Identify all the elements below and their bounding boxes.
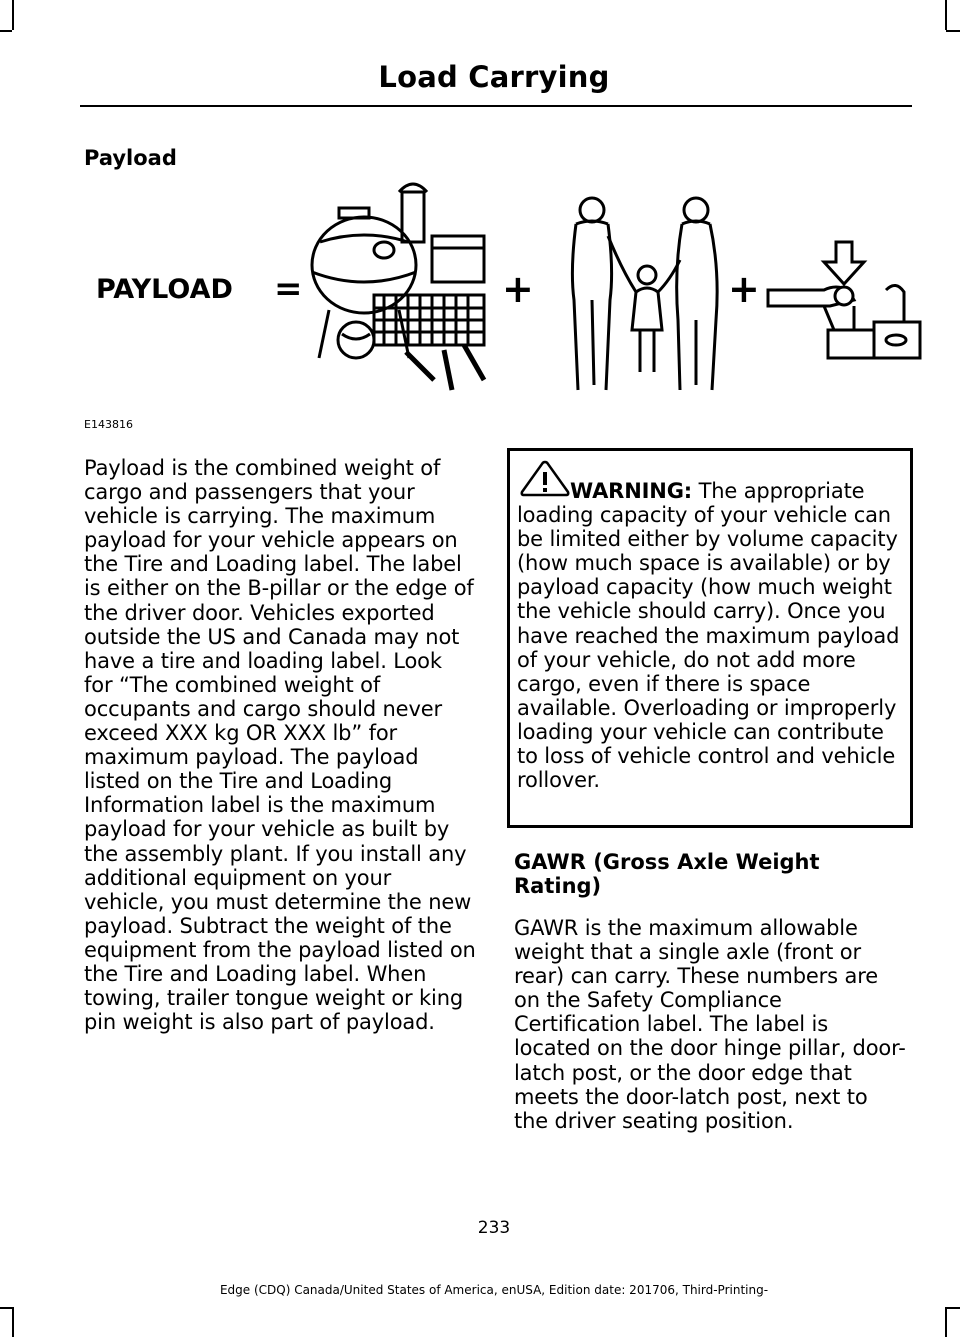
gawr-paragraph: GAWR is the maximum allowable weight that a single axle (front or rear) can carry. These numbers are on the Safety Compliance Certification label. The label is located on the door hinge pillar, door-latch post, or the door edge that meets the door-latch post, next to the driver seating position. bbox=[514, 916, 906, 1133]
passengers-illustration bbox=[572, 198, 717, 390]
plus-sign: + bbox=[728, 267, 760, 311]
crop-mark bbox=[12, 0, 14, 30]
edition-footer: Edge (CDQ) Canada/United States of America, enUSA, Edition date: 201706, Third-Printing- bbox=[219, 1283, 769, 1297]
page-header-title: Load Carrying bbox=[378, 60, 610, 94]
crop-mark bbox=[946, 1307, 960, 1309]
page-number: 233 bbox=[477, 1218, 511, 1238]
warning-text bbox=[517, 479, 909, 792]
gawr-heading: GAWR (Gross Axle Weight Rating) bbox=[514, 850, 820, 898]
trailer-hitch-illustration bbox=[768, 242, 920, 358]
plus-sign: + bbox=[502, 267, 534, 311]
warning-label: WARNING: bbox=[570, 479, 693, 503]
equals-sign: = bbox=[274, 269, 303, 309]
payload-figure bbox=[84, 180, 924, 405]
cargo-items-illustration bbox=[312, 184, 484, 390]
header-divider bbox=[80, 105, 912, 107]
section-title: Payload bbox=[84, 146, 177, 170]
crop-mark bbox=[945, 0, 947, 30]
warning-body: The appropriate loading capacity of your vehicle can be limited either by volume capacity (how much space is available) or by payload capacity (how much weight the vehicle should carry). Once you have reached the maximum payload of your vehicle, do not add more cargo, even if there is space available. Overloading or improperly loading your vehicle can contribute to loss of vehicle control and vehicle rollover. bbox=[517, 479, 900, 793]
crop-mark bbox=[0, 30, 12, 32]
payload-paragraph: Payload is the combined weight of cargo and passengers that your vehicle is carrying. The maximum payload for your vehicle appears on the Tire and Loading label. The label is either on the B-pillar or the edge of the driver door. Vehicles exported outside the US and Canada may not have a tire and loading label. Look for “The combined weight of occupants and cargo should never exceed XXX kg OR XXX lb” for maximum payload. The payload listed on the Tire and Loading Information label is the maximum payload for your vehicle as built by the assembly plant. If you install any additional equipment on your vehicle, you must determine the new payload. Subtract the weight of the equipment from the payload listed on the Tire and Loading label. When towing, trailer tongue weight or king pin weight is also part of payload. bbox=[84, 456, 476, 1035]
crop-mark bbox=[945, 1307, 947, 1337]
crop-mark bbox=[946, 30, 960, 32]
payload-label: PAYLOAD bbox=[96, 274, 233, 305]
warning-box bbox=[507, 448, 913, 828]
crop-mark bbox=[12, 1307, 14, 1337]
crop-mark bbox=[0, 1307, 12, 1309]
figure-code: E143816 bbox=[84, 418, 133, 431]
